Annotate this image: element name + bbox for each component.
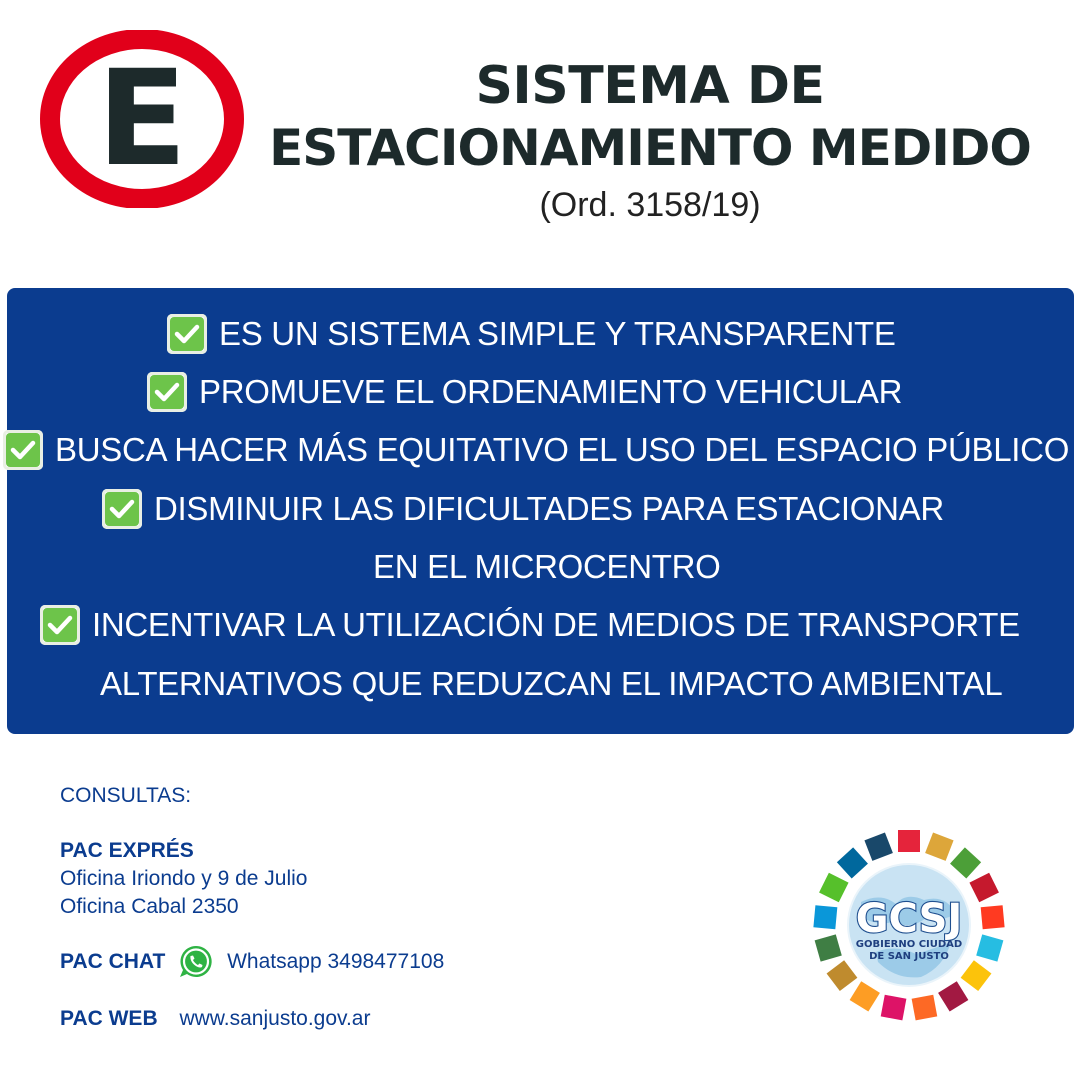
office-address-1: Oficina Iriondo y 9 de Julio bbox=[60, 867, 308, 890]
sdg-tile-icon bbox=[898, 830, 920, 852]
parking-sign-letter: E bbox=[96, 42, 188, 196]
page-title-line-1: SISTEMA DE bbox=[475, 56, 825, 116]
whatsapp-icon bbox=[177, 943, 215, 981]
benefit-text: ES UN SISTEMA SIMPLE Y TRANSPARENTE bbox=[219, 315, 896, 352]
benefit-text: BUSCA HACER MÁS EQUITATIVO EL USO DEL ESPACIO PÚBLICO bbox=[55, 431, 1070, 468]
benefits-panel bbox=[7, 288, 1074, 734]
pac-web-row bbox=[60, 1007, 370, 1031]
benefit-text: DISMINUIR LAS DIFICULTADES PARA ESTACIONAR bbox=[154, 490, 944, 527]
sdg-tile-icon bbox=[815, 934, 842, 961]
sdg-tile-icon bbox=[864, 832, 892, 860]
benefit-text: PROMUEVE EL ORDENAMIENTO VEHICULAR bbox=[199, 373, 903, 410]
benefit-item-continued bbox=[373, 543, 721, 591]
office-address-2: Oficina Cabal 2350 bbox=[60, 895, 239, 918]
pac-expres-label: PAC EXPRÉS bbox=[60, 839, 194, 862]
ordinance-subtitle: (Ord. 3158/19) bbox=[539, 186, 761, 224]
contact-heading: CONSULTAS: bbox=[60, 784, 192, 807]
logo-acronym: GCSJ bbox=[855, 896, 963, 942]
website-link[interactable]: www.sanjusto.gov.ar bbox=[179, 1007, 371, 1030]
page-title-line-2: ESTACIONAMIENTO MEDIDO bbox=[269, 119, 1031, 177]
sdg-tile-icon bbox=[981, 905, 1005, 929]
benefit-item bbox=[40, 601, 1020, 649]
check-icon bbox=[167, 314, 207, 354]
benefit-text: EN EL MICROCENTRO bbox=[373, 548, 721, 585]
sdg-tile-icon bbox=[961, 960, 992, 991]
benefit-text: INCENTIVAR LA UTILIZACIÓN DE MEDIOS DE TRANSPORTE bbox=[92, 606, 1020, 643]
sdg-tile-icon bbox=[813, 905, 837, 929]
sdg-tile-icon bbox=[976, 934, 1003, 961]
sdg-tile-icon bbox=[819, 873, 848, 902]
pac-web-label: PAC WEB bbox=[60, 1007, 158, 1030]
benefit-item-continued bbox=[100, 660, 1002, 708]
benefit-item bbox=[3, 426, 1069, 474]
sdg-tile-icon bbox=[912, 995, 938, 1021]
sdg-tile-icon bbox=[938, 981, 968, 1011]
pac-chat-label: PAC CHAT bbox=[60, 950, 166, 973]
benefit-item bbox=[102, 485, 944, 533]
sdg-tile-icon bbox=[881, 995, 907, 1021]
sdg-tile-icon bbox=[837, 847, 868, 878]
logo-name-line-1: GOBIERNO CIUDAD bbox=[855, 939, 963, 950]
benefit-item bbox=[167, 310, 896, 358]
whatsapp-number-link[interactable]: Whatsapp 3498477108 bbox=[227, 950, 445, 973]
sdg-tile-icon bbox=[850, 981, 880, 1011]
sdg-tile-icon bbox=[827, 960, 858, 991]
check-icon bbox=[3, 430, 43, 470]
check-icon bbox=[147, 372, 187, 412]
logo-name-line-2: DE SAN JUSTO bbox=[869, 951, 949, 962]
benefit-text: ALTERNATIVOS QUE REDUZCAN EL IMPACTO AMBIENTAL bbox=[100, 665, 1003, 702]
pac-chat-row bbox=[60, 943, 444, 981]
benefit-item bbox=[147, 368, 902, 416]
sdg-tile-icon bbox=[969, 873, 998, 902]
title-block bbox=[250, 55, 1050, 225]
gcsj-logo bbox=[806, 822, 1012, 1028]
sdg-tile-icon bbox=[950, 847, 981, 878]
parking-sign-icon bbox=[40, 30, 244, 208]
check-icon bbox=[102, 489, 142, 529]
sdg-tile-icon bbox=[925, 832, 953, 860]
check-icon bbox=[40, 605, 80, 645]
